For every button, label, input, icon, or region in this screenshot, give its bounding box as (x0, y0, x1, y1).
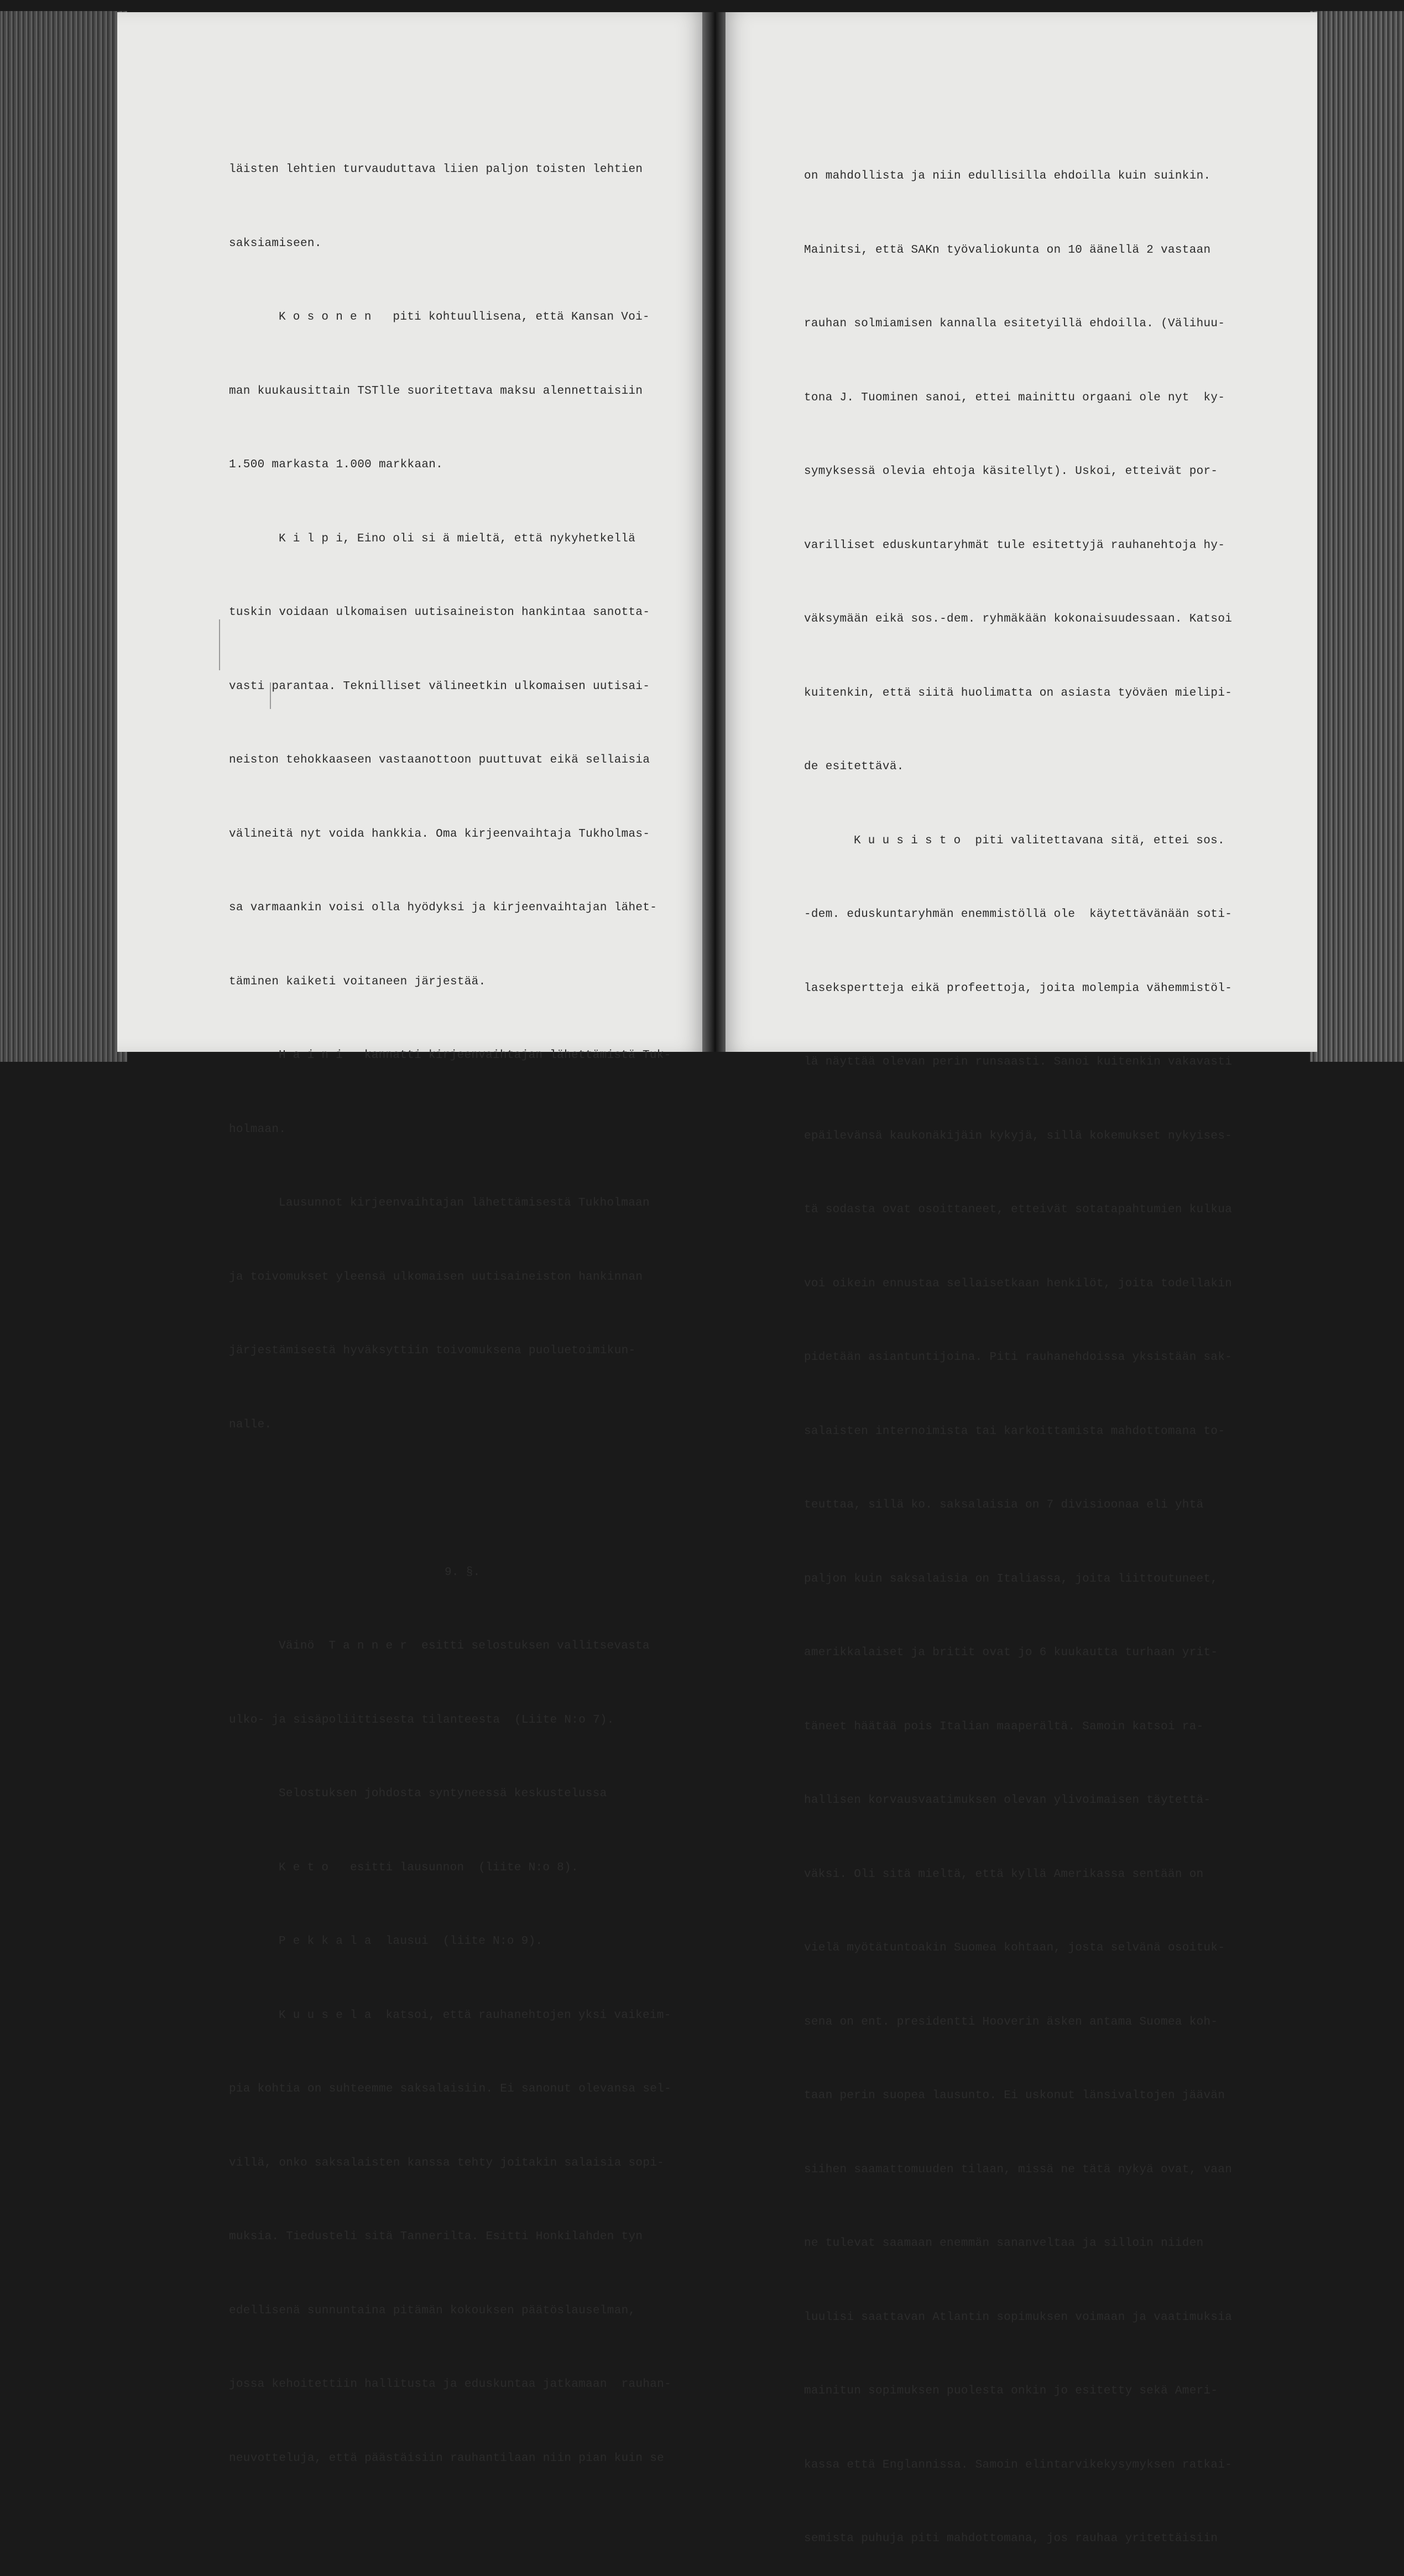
text-line: sa varmaankin voisi olla hyödyksi ja kirjeenvaihtajan lähet- (229, 901, 657, 914)
text-line: taan perin suopea lausunto. Ei uskonut länsivaltojen jäävän (804, 2089, 1225, 2102)
text-line: amerikkalaiset ja britit ovat jo 6 kuukautta turhaan yrit- (804, 1646, 1218, 1659)
text-line: muksia. Tiedusteli sitä Tannerilta. Esitti Honkilahden tyn (229, 2230, 643, 2243)
text-line: lä näyttää olevan perin runsaasti. Sanoi kuitenkin vakavasti (804, 1056, 1233, 1068)
text-line: pia kohtia on suhteemme saksalaisiin. Ei sanonut olevansa sel- (229, 2083, 671, 2095)
text-line: tuskin voidaan ulkomaisen uutisaineiston hankintaa sanotta- (229, 606, 650, 619)
text-line: ulko- ja sisäpoliittisesta tilanteesta (Liite N:o 7). (229, 1713, 614, 1727)
text-line: varilliset eduskuntaryhmät tule esitettyjä rauhanehtoja hy- (804, 539, 1225, 552)
right-page-text (804, 115, 1232, 2576)
text-line: tona J. Tuominen sanoi, ettei mainittu orgaani ole nyt ky- (804, 391, 1225, 404)
text-line: väksymään eikä sos.-dem. ryhmäkään kokonaisuudessaan. Katsoi (804, 613, 1233, 625)
text-line: Selostuksen johdosta syntyneessä keskustelussa (279, 1787, 607, 1800)
text-line: symyksessä olevia ehtoja käsitellyt). Uskoi, etteivät por- (804, 465, 1218, 478)
text-line: tä sodasta ovat osoittaneet, etteivät sotatapahtumien kulkua (804, 1203, 1233, 1216)
text-line: neiston tehokkaaseen vastaanottoon puuttuvat eikä sellaisia (229, 754, 650, 766)
book-spine (702, 12, 726, 1052)
text-line: hallisen korvausvaatimuksen olevan ylivoimaisen täytettä- (804, 1794, 1211, 1807)
text-line: teuttaa, sillä ko. saksalaisia on 7 divisioonaa eli yhtä (804, 1499, 1204, 1511)
book-edge-right (1310, 11, 1404, 1062)
text-line: vasti parantaa. Teknilliset välineetkin ulkomaisen uutisai- (229, 680, 650, 693)
text-line: pidetään asiantuntijoina. Piti rauhanehdoissa yksistään sak- (804, 1351, 1233, 1364)
text-line: P e k k a l a lausui (liite N:o 9). (279, 1935, 543, 1948)
text-line: K i l p i, Eino oli si ä mieltä, että nykyhetkellä (279, 532, 636, 545)
text-line: kassa että Englannissa. Samoin elintarvikekysymyksen ratkai- (804, 2458, 1233, 2471)
text-line: jossa kehoitettiin hallitusta ja eduskuntaa jatkamaan rauhan- (229, 2378, 671, 2391)
text-line: neuvotteluja, että päästäisiin rauhantilaan niin pian kuin se (229, 2452, 665, 2465)
text-line: ja toivomukset yleensä ulkomaisen uutisaineiston hankinnan (229, 1270, 643, 1284)
text-line: 1.500 markasta 1.000 markkaan. (229, 458, 443, 471)
text-line: K e t o esitti lausunnon (liite N:o 8). (279, 1861, 578, 1874)
text-line: edellisenä sunnuntaina pitämän kokouksen päätöslauselman, (229, 2304, 636, 2317)
text-line: järjestämisestä hyväksyttiin toivomuksena puoluetoimikun- (229, 1344, 636, 1357)
text-line: siihen saamattomuuden tilaan, missä ne tätä nykyä ovat, vaan (804, 2163, 1233, 2176)
text-line: saksiamiseen. (229, 237, 322, 250)
text-line: on mahdollista ja niin edullisilla ehdoilla kuin suinkin. (804, 170, 1211, 182)
text-line: man kuukausittain TSTlle suoritettava maksu alennettaisiin (229, 384, 643, 398)
text-line: -dem. eduskuntaryhmän enemmistöllä ole käytettävänään soti- (804, 908, 1233, 921)
text-line: välineitä nyt voida hankkia. Oma kirjeenvaihtaja Tukholmas- (229, 827, 650, 841)
pencil-mark (219, 619, 220, 670)
text-line: läisten lehtien turvauduttava liien paljon toisten lehtien (229, 163, 643, 176)
text-line: semista puhuja piti mahdottomana, jos rauhaa yritettäisiin (804, 2532, 1218, 2545)
book-edge-left (0, 11, 127, 1062)
text-line: Mainitsi, että SAKn työvaliokunta on 10 äänellä 2 vastaan (804, 243, 1211, 257)
text-line: voi oikein ennustaa sellaisetkaan henkilöt, joita todellakin (804, 1277, 1233, 1290)
text-line: villä, onko saksalaisten kanssa tehty joitakin salaisia sopi- (229, 2156, 665, 2170)
text-line: Lausunnot kirjeenvaihtajan lähettämisestä Tukholmaan (279, 1197, 650, 1209)
text-line: de esitettävä. (804, 760, 904, 773)
text-line: kuitenkin, että siitä huolimatta on asiasta työväen mielipi- (804, 686, 1233, 700)
text-line: mainitun sopimuksen puolesta onkin jo esitetty sekä Ameri- (804, 2385, 1218, 2397)
text-line: holmaan. (229, 1123, 286, 1136)
text-line: Väinö T a n n e r esitti selostuksen vallitsevasta (279, 1640, 650, 1652)
text-line: täminen kaiketi voitaneen järjestää. (229, 975, 486, 988)
text-line: paljon kuin saksalaisia on Italiassa, joita liittoutuneet, (804, 1572, 1218, 1586)
text-line (229, 1487, 671, 1511)
section-heading: 9. §. (445, 1566, 481, 1579)
left-page-text (229, 108, 671, 2496)
text-line: täneet häätää pois Italian maaperältä. Samoin katsoi ra- (804, 1720, 1204, 1733)
text-line: salaisten internoimista tai karkoittamista mahdottomana to- (804, 1425, 1225, 1438)
text-line: lasekspertteja eikä profeettoja, joita molempia vähemmistöl- (804, 982, 1233, 995)
text-line: luulisi saattavan Atlantin sopimuksen voimaan ja vaatimuksia (804, 2311, 1233, 2324)
text-line: ne tulevat saamaan enemmän sananveltaa ja silloin niiden (804, 2237, 1204, 2250)
text-line: väksi. Oli sitä mieltä, että kyllä Amerikassa sentään on (804, 1868, 1204, 1881)
text-line: nalle. (229, 1418, 272, 1431)
text-line: vielä myötätuntoakin Suomea kohtaan, josta selvänä osoituk- (804, 1942, 1225, 1954)
text-line: sena on ent. presidentti Hooverin äsken antama Suomea koh- (804, 2015, 1218, 2029)
text-line: epäilevänsä kaukonäkijäin kykyjä, sillä kokemukset nykyises- (804, 1129, 1233, 1143)
text-line: H a i n i kannatti kirjeenvaihtajan lähettämistä Tuk- (279, 1049, 671, 1062)
text-line: K u u s i s t o piti valitettavana sitä, ettei sos. (854, 834, 1225, 847)
text-line: rauhan solmiamisen kannalla esitetyillä ehdoilla. (Välihuu- (804, 317, 1225, 330)
text-line: K o s o n e n piti kohtuullisena, että Kansan Voi- (279, 311, 650, 324)
text-line: K u u s e l a katsoi, että rauhanehtojen yksi vaikeim- (279, 2009, 671, 2022)
